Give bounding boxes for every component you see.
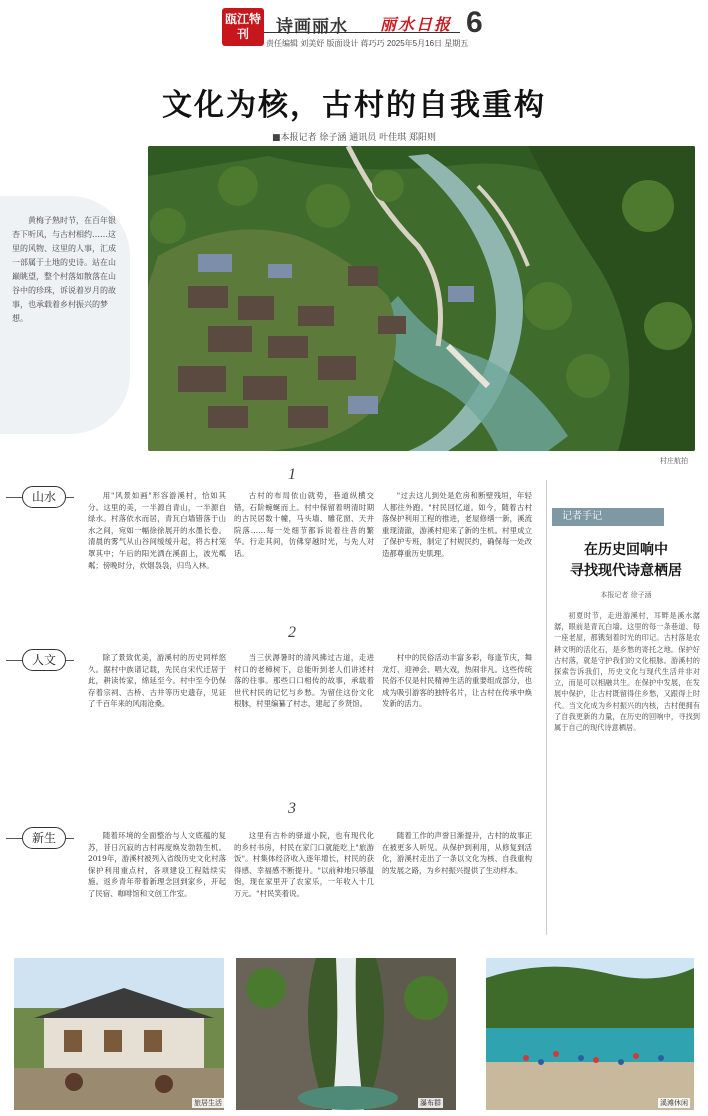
section-number-1: 1 [288,466,296,483]
reporter-notes-title: 在历史回响中 寻找现代诗意栖居 [570,542,682,579]
section3-paragraph-2: 这里有古朴的驿道小院，也有现代化的乡村书房，村民在家门口就能吃上"旅游饭"。村集体经济收入逐年增长，村民的获得感、幸福感不断提升。"以前种地只够温饱，现在家里开了农家乐，一年收入十几万元。"村民笑着说。 [234,831,374,898]
section2-paragraph-1: 除了景致优美，游溪村的历史同样悠久。据村中族谱记载，先民自宋代迁居于此，耕读传家，绵延至今。村中至今仍保存着宗祠、古桥、古井等历史遗存，见证了千百年来的风雨沧桑。 [88,653,226,709]
section1-column-2 [234,490,374,630]
section2-column-1 [88,652,226,792]
photo-stream-beach [486,958,694,1110]
caption-stream-beach: 溪滩休闲 [660,1099,688,1107]
reporter-notes-paragraph: 初夏时节，走进游溪村，耳畔是溪水潺潺，眼前是青瓦白墙。这里的每一条巷道、每一座老屋，都镌刻着时光的印记。古村落是农耕文明的活化石，是乡愁的寄托之地。保护好古村落，就是守护我们的文化根脉。游溪村的探索告诉我们，历史文化与现代生活并非对立，而是可以相融共生。在保护中发展，在发展中保护，让古村既留得住乡愁，又跟得上时代。当文化成为乡村振兴的内核，古村便拥有了自我更新的力量，在历史的回响中，寻找到属于自己的现代诗意栖居。 [554,611,700,733]
photo-credit: 村庄航拍 [660,457,688,465]
photo-homestay [14,958,224,1110]
reporter-notes-tag: 记者手记 [552,508,664,526]
section3-column-2 [234,830,374,942]
section-number-3: 3 [288,800,296,817]
section2-paragraph-2: 当三伏溽暑时的清风拂过古道，走进村口的老樟树下，总能听到老人们讲述村落的往事。那些口口相传的故事，承载着世代村民的记忆与乡愁。为留住这份文化根脉，村里编纂了村志，建起了乡贤馆。 [234,653,374,709]
caption-waterfall: 瀑布群 [420,1099,441,1107]
reporter-notes-byline: 本报记者 徐子涵 [600,591,652,599]
section-label-xinsheng: 新生 [22,827,66,849]
aerial-village-photo [148,146,695,451]
section-label-renwen: 人文 [22,649,66,671]
section1-paragraph-3: "过去这儿到处是危房和断壁残垣，年轻人都往外跑。"村民回忆道。如今，随着古村落保护利用工程的推进，老屋修缮一新，溪流重现清澈，游溪村迎来了新的生机。村里成立了保护专班，制定了村规民约，确保每一处改造都尊重历史肌理。 [382,491,532,558]
section-label-shanshui: 山水 [22,486,66,508]
reporter-notes-body [554,610,700,930]
newspaper-name: 丽水日报 [380,15,453,34]
section3-paragraph-1: 随着环境的全面整治与人文底蕴的复苏，昔日沉寂的古村再度焕发勃勃生机。2019年，游溪村被列入省级历史文化村落保护利用重点村，各项建设工程陆续实施。返乡青年带着新理念回到家乡，开起了民宿、咖啡馆和文创工作室。 [88,831,226,898]
header-meta: 责任编辑 刘美妤 版面设计 蒋巧巧 2025年5月16日 星期五 [266,39,469,48]
section3-column-3 [382,830,532,942]
page-number: 6 [466,6,483,39]
section1-paragraph-1: 用"风景如画"形容游溪村，恰如其分。这里的美，一半源自青山，一半源自绿水。村落依水而居，青瓦白墙错落于山水之间，宛如一幅徐徐展开的水墨长卷。清晨的雾气从山谷间缓缓升起，将古村笼罩其中；午后的阳光洒在溪面上，波光粼粼；傍晚时分，炊烟袅袅，归鸟入林。 [88,491,226,570]
byline: ■本报记者 徐子涵 通讯员 叶佳琪 郑阳则 [272,133,436,143]
section1-column-1 [88,490,226,630]
headline: 文化为核，古村的自我重构 [162,88,546,123]
section2-paragraph-3: 村中的民俗活动丰富多彩，每逢节庆，舞龙灯、迎神会、唱大戏，热闹非凡。这些传统民俗不仅是村民精神生活的重要组成部分，也成为吸引游客的独特名片，让古村在传承中焕发新的活力。 [382,653,532,709]
section3-paragraph-3: 随着工作的声誉日渐提升，古村的故事正在被更多人听见。从保护到利用，从修复到活化，游溪村走出了一条以文化为核、自我重构的发展之路，为乡村振兴提供了生动样本。 [382,831,532,875]
notes-divider [546,480,547,935]
section2-column-2 [234,652,374,792]
special-issue-logo: 瓯江特刊 [222,8,264,46]
section2-column-3 [382,652,532,792]
section1-paragraph-2: 古村的布局依山就势，巷道纵横交错，石阶蜿蜒而上。村中保留着明清时期的古民居数十幢，马头墙、雕花窗、天井院落……每一处细节都诉说着往昔的繁华。行走其间，仿佛穿越时光，与先人对话。 [234,491,374,558]
caption-homestay: 旅居生活 [194,1099,222,1107]
section-number-2: 2 [288,624,296,641]
photo-waterfall [236,958,456,1110]
intro-text: 黄梅子熟时节，在百年银杏下听风，与古村相约……这里的风物、这里的人事，汇成一部属于土地的史诗。站在山巅眺望，整个村落如散落在山谷中的珍珠，诉说着岁月的故事，也承载着乡村振兴的梦想。 [12,216,116,323]
section3-column-1 [88,830,226,942]
section-name: 诗画丽水 [276,17,348,37]
page-header [0,0,708,56]
section1-column-3 [382,490,532,630]
